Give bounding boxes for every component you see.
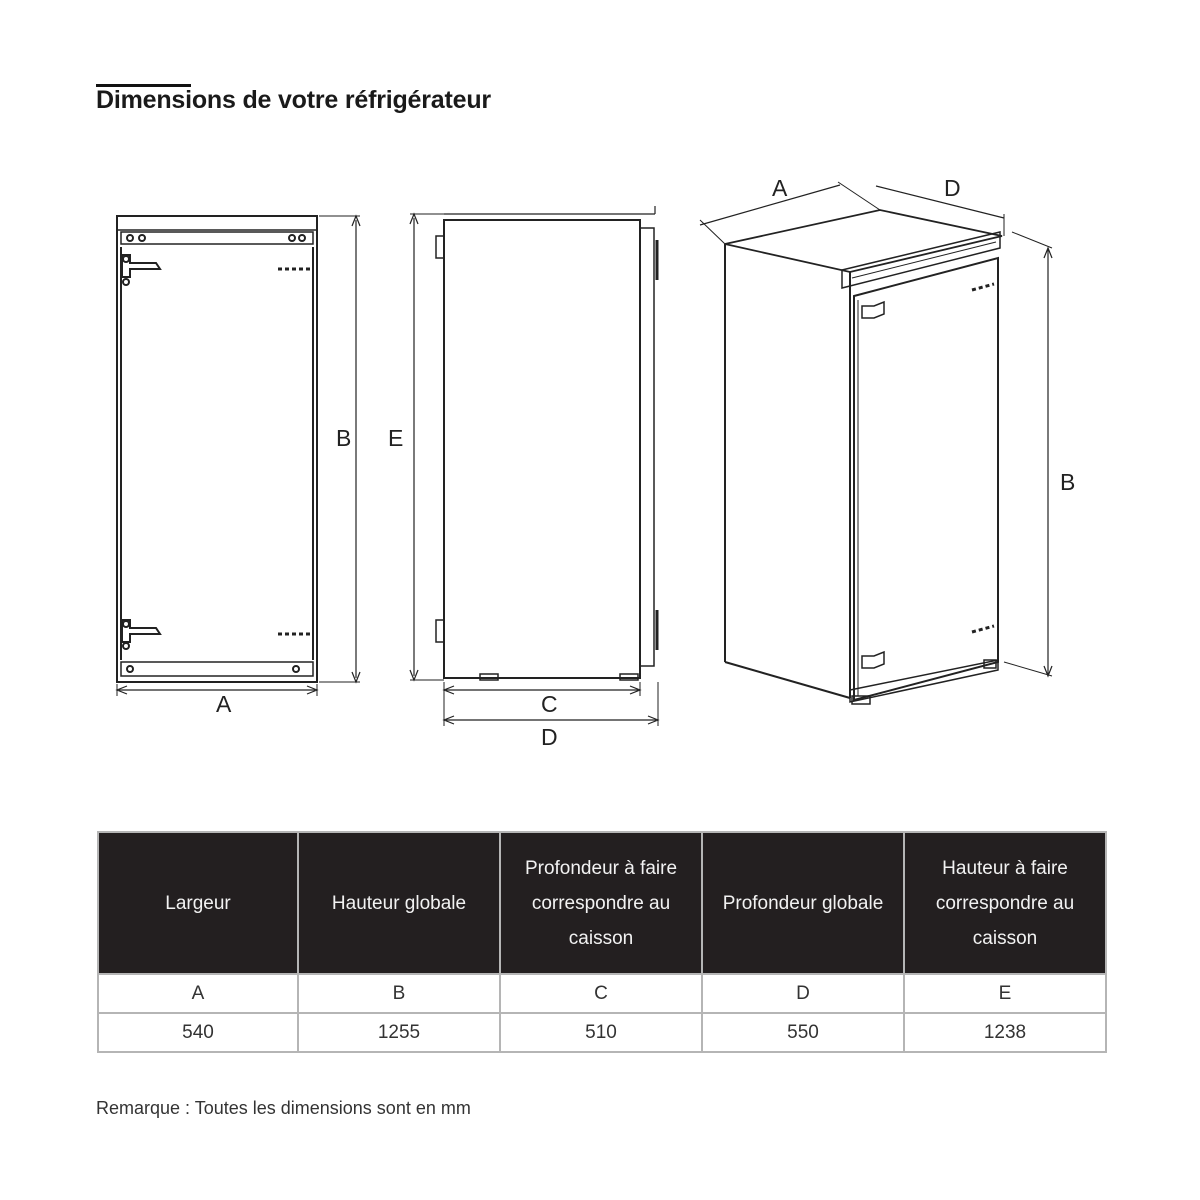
- letter-cell: C: [500, 974, 702, 1013]
- iso-view: [700, 182, 1052, 704]
- value-cell: 540: [98, 1013, 298, 1052]
- page-title: Dimensions de votre réfrigérateur: [96, 86, 491, 114]
- header-cell: Hauteur à faire correspondre au caisson: [904, 832, 1106, 974]
- side-height-label: E: [388, 425, 404, 451]
- value-cell: 1238: [904, 1013, 1106, 1052]
- table-header-row: [98, 832, 1106, 974]
- letter-cell: A: [98, 974, 298, 1013]
- side-depth-outer-label: D: [541, 724, 558, 750]
- header-cell: Hauteur globale: [298, 832, 500, 974]
- side-view: [410, 206, 658, 726]
- letter-cell: B: [298, 974, 500, 1013]
- iso-depth-label: D: [944, 175, 961, 201]
- front-view: [117, 216, 360, 696]
- side-depth-inner-label: C: [541, 691, 558, 717]
- dimensions-table: [97, 831, 1107, 1053]
- front-width-label: A: [216, 691, 232, 717]
- value-cell: 550: [702, 1013, 904, 1052]
- letter-cell: E: [904, 974, 1106, 1013]
- iso-width-label: A: [772, 175, 788, 201]
- value-cell: 510: [500, 1013, 702, 1052]
- front-height-label: B: [336, 425, 352, 451]
- iso-height-label: B: [1060, 469, 1076, 495]
- letter-cell: D: [702, 974, 904, 1013]
- units-note: Remarque : Toutes les dimensions sont en mm: [96, 1098, 471, 1118]
- value-cell: 1255: [298, 1013, 500, 1052]
- header-cell: Profondeur à faire correspondre au caisson: [500, 832, 702, 974]
- header-cell: Profondeur globale: [702, 832, 904, 974]
- header-cell: Largeur: [98, 832, 298, 974]
- table-row: [98, 1013, 1106, 1052]
- table-row: [98, 974, 1106, 1013]
